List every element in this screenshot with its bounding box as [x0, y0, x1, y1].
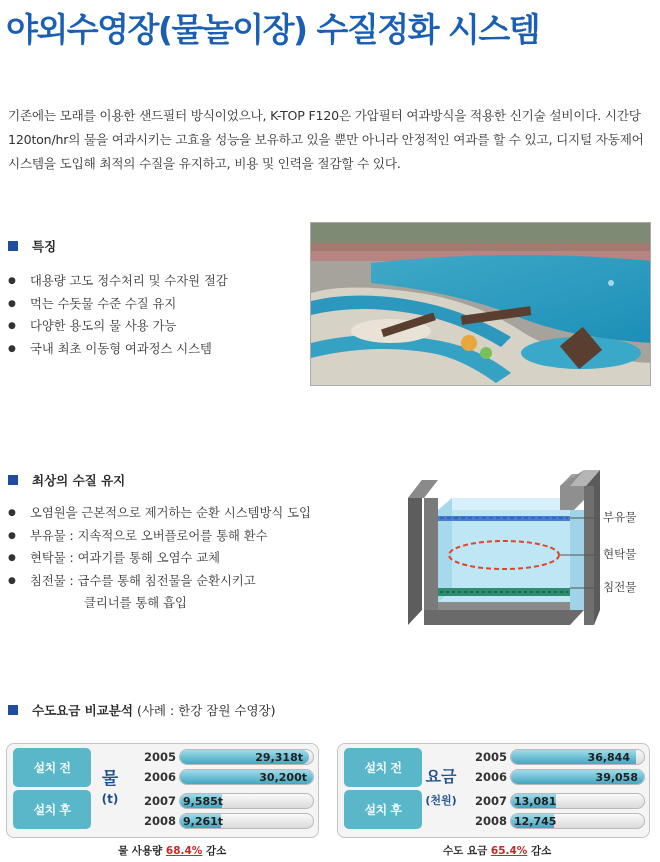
bullet-icon: ●: [8, 343, 16, 354]
bar-value-label: 30,200t: [259, 771, 307, 784]
cost-unit-main: 요금: [425, 767, 457, 786]
cost-unit-sub: (천원): [425, 794, 457, 807]
bar-track: [179, 793, 314, 809]
tank-diagram: [400, 460, 660, 625]
bullet-icon: ●: [8, 575, 16, 586]
label-floating: 부유물: [603, 510, 637, 524]
list-item: ● 부유물 : 지속적으로 오버플로어를 통해 환수: [8, 525, 311, 548]
bar-year-label: 2007: [475, 794, 508, 808]
stage-after-badge: 설치 후: [344, 790, 422, 829]
list-item-continuation: 클리너를 통해 흡입: [84, 596, 187, 610]
bar-track: [510, 793, 645, 809]
water-park-photo: [310, 222, 651, 386]
bar-year-label: 2005: [144, 750, 177, 764]
water-reduction-pct: 68.4%: [165, 845, 203, 857]
list-item: ● 현탁물 : 여과기를 통해 오염수 교체: [8, 547, 311, 570]
stage-before-badge: 설치 전: [13, 748, 91, 787]
quality-heading-text: 최상의 수질 유지: [32, 473, 126, 488]
page-title: 야외수영장(물놀이장) 수질정화 시스템: [6, 10, 540, 49]
section-square-icon: [8, 705, 18, 715]
comparison-heading-text: 수도요금 비교분석: [32, 703, 133, 718]
cost-reduction-pct: 65.4%: [490, 845, 528, 857]
bar-value-label: 9,261t: [183, 815, 224, 828]
bar-year-label: 2005: [475, 750, 508, 764]
bar-track: [510, 813, 645, 829]
features-list: [8, 270, 228, 360]
bar-year-label: 2006: [144, 770, 177, 784]
water-caption: 물 사용량 68.4% 감소: [118, 845, 227, 857]
stage-after-badge: 설치 후: [13, 790, 91, 829]
bullet-icon: ●: [8, 553, 16, 563]
list-item: ● 먹는 수돗물 수준 수질 유지: [8, 293, 228, 316]
water-unit-sub: (t): [101, 792, 119, 806]
water-cost-panel: [337, 743, 650, 838]
features-heading: [8, 237, 56, 255]
bar-value-label: 36,844: [587, 751, 630, 764]
bar-track: [179, 749, 314, 765]
section-square-icon: [8, 475, 18, 485]
intro-paragraph: 기존에는 모래를 이용한 샌드필터 방식이었으나, K-TOP F120은 가압필터 여과방식을 적용한 신기술 설비이다. 시간당 120ton/hr의 물을 여과시키는 고효율 성능을 보유하고 있을 뿐만 아니라 안정적인 여과를 할 수 있고, 디지털 자동제어 시스템을 도입해 최적의 수질을 유지하고, 비용 및 인력을 절감할 수 있다.: [8, 108, 644, 171]
bar-value-label: 13,081: [514, 795, 557, 808]
stage-before-badge: 설치 전: [344, 748, 422, 787]
bullet-icon: ●: [8, 508, 16, 518]
bar-year-label: 2008: [475, 814, 508, 828]
label-suspended: 현탁물: [603, 547, 637, 561]
comparison-subheading: (사례 : 한강 잠원 수영장): [136, 703, 276, 718]
bar-year-label: 2007: [144, 794, 177, 808]
section-square-icon: [8, 241, 18, 251]
quality-list: [8, 502, 311, 615]
bullet-icon: ●: [8, 321, 16, 331]
bar-track: [179, 769, 314, 785]
bar-track: [179, 813, 314, 829]
bar-year-label: 2008: [144, 814, 177, 828]
bar-value-label: 9,585t: [183, 795, 224, 808]
list-item: ● 대용량 고도 정수처리 및 수자원 절감: [8, 270, 228, 293]
bullet-icon: ●: [8, 276, 16, 286]
list-item: ● 오염원을 근본적으로 제거하는 순환 시스템방식 도입: [8, 502, 311, 525]
bar-value-label: 12,745: [514, 815, 557, 828]
bar-year-label: 2006: [475, 770, 508, 784]
bullet-icon: ●: [8, 298, 16, 309]
water-usage-panel: [6, 743, 319, 838]
bar-value-label: 29,318t: [255, 751, 303, 764]
comparison-heading: [8, 701, 276, 719]
label-sediment: 침전물: [603, 580, 637, 594]
quality-heading: [8, 471, 125, 489]
bar-track: [510, 769, 645, 785]
list-item: ● 다양한 용도의 물 사용 가능: [8, 315, 228, 338]
features-heading-text: 특징: [32, 239, 57, 254]
cost-caption: 수도 요금 65.4% 감소: [443, 845, 552, 857]
bar-track: [510, 749, 645, 765]
list-item: ● 침전물 : 급수를 통해 침전물을 순환시키고: [8, 570, 311, 593]
list-item: ● 국내 최초 이동형 여과정스 시스템: [8, 338, 228, 361]
water-unit-main: 물: [101, 769, 119, 789]
bullet-icon: ●: [8, 530, 16, 541]
bar-value-label: 39,058: [595, 771, 638, 784]
